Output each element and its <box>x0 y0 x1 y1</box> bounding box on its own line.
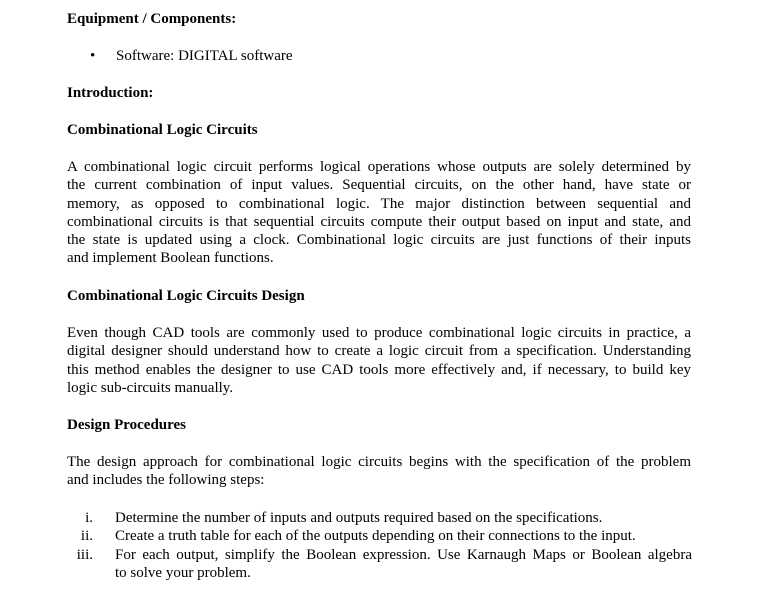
combinational-paragraph <box>67 158 691 268</box>
list-item <box>60 546 692 583</box>
step-number: ii. <box>80 528 93 545</box>
step-number: i. <box>85 510 93 526</box>
paragraph-line: the state is updated using a clock. Combinational logic circuits are just functions of their inputs <box>67 232 691 249</box>
paragraph-line: and implement Boolean functions. <box>67 250 274 267</box>
bullet-icon: • <box>90 48 96 64</box>
step-number: iii. <box>76 546 93 563</box>
equipment-heading: Equipment / Components: <box>67 11 237 27</box>
combinational-heading: Combinational Logic Circuits <box>67 122 258 138</box>
paragraph-line: combinational circuits is that sequential circuits compute their output based on input and state, and <box>67 213 691 230</box>
paragraph-line: digital designer should understand how to create a logic circuit from a specification. Understanding <box>67 343 691 360</box>
list-item <box>60 527 692 545</box>
paragraph-line: logic sub-circuits manually. <box>67 379 234 396</box>
design-paragraph <box>67 324 691 397</box>
design-heading: Combinational Logic Circuits Design <box>67 288 305 304</box>
paragraph-line: and includes the following steps: <box>67 472 265 489</box>
paragraph-line: The design approach for combinational logic circuits begins with the specification of the problem <box>67 454 691 470</box>
step-text: Determine the number of inputs and outputs required based on the specifications. <box>115 510 603 526</box>
paragraph-line: Even though CAD tools are commonly used to produce combinational logic circuits in practice, a <box>67 325 691 341</box>
procedures-paragraph <box>67 453 691 490</box>
step-text: Create a truth table for each of the outputs depending on their connections to the input. <box>115 528 636 545</box>
equipment-item-text: Software: DIGITAL software <box>116 48 293 64</box>
step-text: to solve your problem. <box>115 564 251 581</box>
procedures-heading: Design Procedures <box>67 417 187 433</box>
paragraph-line: A combinational logic circuit performs logical operations whose outputs are solely determined by <box>67 159 691 175</box>
step-text: For each output, simplify the Boolean expression. Use Karnaugh Maps or Boolean algebra <box>115 546 692 563</box>
equipment-list-item <box>90 47 293 65</box>
paragraph-line: memory, as opposed to combinational logic. The major distinction between sequential and <box>67 195 691 212</box>
paragraph-line: the current combination of input values. Sequential circuits, on the other hand, have state or <box>67 177 691 194</box>
introduction-heading: Introduction: <box>67 85 154 101</box>
paragraph-line: this method enables the designer to use CAD tools more effectively and, if necessary, to build key <box>67 361 691 378</box>
design-steps-list <box>60 509 692 582</box>
list-item <box>60 509 692 527</box>
